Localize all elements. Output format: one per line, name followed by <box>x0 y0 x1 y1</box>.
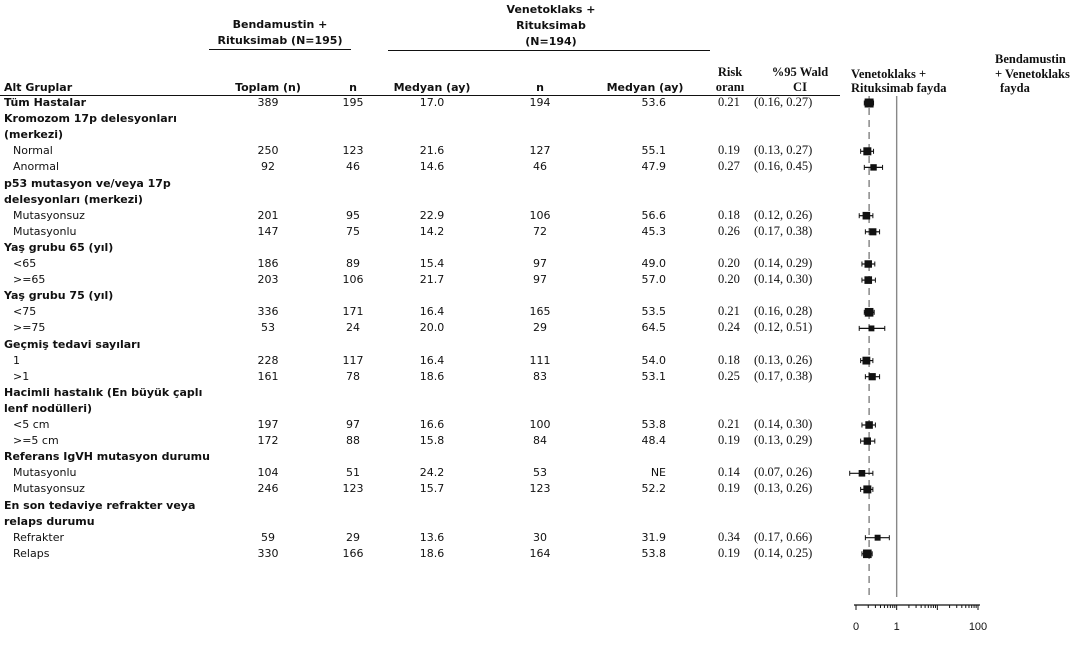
subgroup-label: Tüm Hastalar <box>4 96 87 109</box>
cell-n-bendamustin: 29 <box>346 530 360 544</box>
group2-header-line2: Rituksimab <box>516 19 586 32</box>
cell-hazard-ratio: 0.24 <box>718 320 740 335</box>
cell-hazard-ratio: 0.21 <box>718 304 740 319</box>
cell-confidence-interval: (0.16, 0.27) <box>754 95 813 109</box>
cell-median-bendamustin: 16.4 <box>419 305 445 319</box>
subgroup-heading: Geçmiş tedavi sayıları <box>4 337 141 351</box>
cell-n-venetoklaks: 97 <box>533 273 547 287</box>
hazard-ratio-point <box>864 276 872 284</box>
hazard-ratio-point <box>864 437 871 444</box>
cell-confidence-interval: (0.13, 0.26) <box>754 352 813 367</box>
cell-median-venetoklaks: 45.3 <box>641 224 666 238</box>
subgroup-heading: delesyonları (merkezi) <box>4 192 143 206</box>
cell-median-venetoklaks: 53.1 <box>641 369 666 383</box>
subgroup-heading: relaps durumu <box>4 514 95 528</box>
subgroup-label: >=5 cm <box>13 434 59 448</box>
cell-total: 203 <box>257 273 279 287</box>
col-header-ci-line2: CI <box>793 80 807 94</box>
cell-median-bendamustin: 14.2 <box>419 224 445 238</box>
cell-hazard-ratio: 0.14 <box>718 465 740 480</box>
cell-total: 197 <box>257 418 279 431</box>
subgroup-label: Mutasyonsuz <box>13 482 85 496</box>
cell-total: 92 <box>261 160 275 174</box>
cell-median-bendamustin: 16.4 <box>419 353 445 367</box>
cell-median-venetoklaks: 56.6 <box>641 208 666 222</box>
cell-hazard-ratio: 0.19 <box>718 481 740 496</box>
hazard-ratio-point <box>869 228 876 235</box>
subgroup-heading: (merkezi) <box>4 128 64 142</box>
subgroup-heading: Referans IgVH mutasyon durumu <box>4 450 210 464</box>
cell-hazard-ratio: 0.26 <box>718 223 740 238</box>
cell-n-bendamustin: 123 <box>342 482 364 496</box>
cell-median-venetoklaks: 49.0 <box>641 257 666 270</box>
cell-median-venetoklaks: 64.5 <box>641 321 666 335</box>
col-header-median2: Medyan (ay) <box>606 81 684 94</box>
hazard-ratio-point <box>863 147 871 155</box>
cell-median-venetoklaks: 47.9 <box>641 160 666 174</box>
cell-median-venetoklaks: 48.4 <box>641 434 666 448</box>
cell-median-venetoklaks: 53.8 <box>641 418 666 431</box>
col-header-hr-line1: Risk <box>717 65 743 79</box>
cell-confidence-interval: (0.14, 0.30) <box>754 417 813 431</box>
col-header-median1: Medyan (ay) <box>393 81 471 94</box>
cell-total: 389 <box>257 96 279 109</box>
subgroup-label: <5 cm <box>13 418 50 431</box>
subgroup-label: Relaps <box>13 546 50 560</box>
cell-n-bendamustin: 195 <box>342 96 364 109</box>
hazard-ratio-point <box>859 470 866 477</box>
cell-median-bendamustin: 21.7 <box>419 273 445 287</box>
cell-n-venetoklaks: 165 <box>529 305 551 319</box>
hazard-ratio-point <box>875 535 881 541</box>
cell-total: 246 <box>257 482 279 496</box>
subgroup-heading: En son tedaviye refrakter veya <box>4 498 196 512</box>
hazard-ratio-point <box>865 99 874 108</box>
cell-hazard-ratio: 0.34 <box>718 529 740 544</box>
subgroup-heading: lenf nodülleri) <box>4 401 92 415</box>
subgroup-heading: Hacimli hastalık (En büyük çaplı <box>4 385 203 399</box>
cell-median-bendamustin: 18.6 <box>419 369 445 383</box>
subgroup-label: Mutasyonlu <box>13 224 77 238</box>
cell-n-bendamustin: 166 <box>342 546 364 560</box>
cell-median-bendamustin: 24.2 <box>419 466 445 480</box>
cell-median-venetoklaks: 53.6 <box>641 96 666 109</box>
subgroup-label: Normal <box>13 144 53 158</box>
hazard-ratio-point <box>862 357 870 365</box>
cell-n-bendamustin: 117 <box>342 353 364 367</box>
cell-n-venetoklaks: 84 <box>533 434 547 448</box>
cell-median-venetoklaks: 54.0 <box>641 353 666 367</box>
cell-confidence-interval: (0.14, 0.30) <box>754 272 813 287</box>
cell-confidence-interval: (0.12, 0.26) <box>754 207 813 222</box>
cell-median-bendamustin: 22.9 <box>419 208 445 222</box>
cell-n-venetoklaks: 83 <box>533 369 547 383</box>
subgroup-label: Mutasyonsuz <box>13 208 85 222</box>
col-header-subgroups: Alt Gruplar <box>4 81 73 94</box>
cell-hazard-ratio: 0.18 <box>718 352 740 367</box>
cell-n-venetoklaks: 29 <box>533 321 547 335</box>
cell-median-venetoklaks: 53.5 <box>641 305 666 319</box>
cell-n-venetoklaks: 164 <box>529 546 551 560</box>
cell-confidence-interval: (0.17, 0.38) <box>754 368 813 383</box>
cell-confidence-interval: (0.17, 0.38) <box>754 223 813 238</box>
cell-total: 147 <box>257 224 279 238</box>
favor-left-line1: Venetoklaks + <box>851 67 927 81</box>
cell-median-bendamustin: 14.6 <box>419 160 445 174</box>
subgroup-heading: Kromozom 17p delesyonları <box>4 112 177 126</box>
cell-total: 336 <box>257 305 279 319</box>
cell-n-bendamustin: 171 <box>342 305 364 319</box>
cell-n-bendamustin: 46 <box>346 160 360 174</box>
favor-right-line3: fayda <box>1000 81 1030 95</box>
cell-total: 104 <box>257 466 279 480</box>
cell-n-venetoklaks: 194 <box>529 96 551 109</box>
cell-n-bendamustin: 51 <box>346 466 360 480</box>
cell-n-bendamustin: 75 <box>346 224 360 238</box>
cell-confidence-interval: (0.14, 0.25) <box>754 545 813 560</box>
hazard-ratio-point <box>869 325 875 331</box>
group1-header-line2: Rituksimab (N=195) <box>217 34 343 47</box>
favor-left-line2: Rituksimab fayda <box>851 81 947 95</box>
cell-confidence-interval: (0.13, 0.26) <box>754 481 813 496</box>
cell-confidence-interval: (0.16, 0.45) <box>754 159 813 174</box>
cell-total: 59 <box>261 530 275 544</box>
cell-n-bendamustin: 123 <box>342 144 364 158</box>
cell-total: 250 <box>257 144 279 158</box>
cell-n-venetoklaks: 30 <box>533 530 547 544</box>
cell-hazard-ratio: 0.18 <box>718 207 740 222</box>
cell-n-venetoklaks: 100 <box>529 418 551 431</box>
cell-n-bendamustin: 106 <box>342 273 364 287</box>
cell-median-venetoklaks: 55.1 <box>641 144 666 158</box>
cell-confidence-interval: (0.13, 0.29) <box>754 433 813 448</box>
cell-median-bendamustin: 16.6 <box>419 418 445 431</box>
x-axis-tick-label: 100 <box>968 621 988 633</box>
cell-confidence-interval: (0.13, 0.27) <box>754 143 813 158</box>
hazard-ratio-point <box>863 549 872 558</box>
cell-total: 228 <box>257 353 279 367</box>
cell-total: 201 <box>257 208 279 222</box>
subgroup-label: >=75 <box>13 321 46 335</box>
cell-hazard-ratio: 0.20 <box>718 256 740 270</box>
cell-median-bendamustin: 18.6 <box>419 546 445 560</box>
subgroup-heading: p53 mutasyon ve/veya 17p <box>4 176 171 190</box>
cell-median-venetoklaks: NE <box>650 466 666 480</box>
cell-total: 330 <box>257 546 279 560</box>
group1-header-line1: Bendamustin + <box>232 18 328 31</box>
col-header-hr-line2: oranı <box>715 80 745 94</box>
cell-median-bendamustin: 21.6 <box>419 144 445 158</box>
cell-n-bendamustin: 78 <box>346 369 360 383</box>
cell-n-bendamustin: 97 <box>346 418 360 431</box>
cell-n-venetoklaks: 97 <box>533 257 547 270</box>
col-header-n2: n <box>536 81 544 94</box>
cell-hazard-ratio: 0.21 <box>718 417 740 431</box>
cell-median-bendamustin: 15.8 <box>419 434 445 448</box>
subgroup-label: Refrakter <box>13 530 65 544</box>
x-axis-tick-label: 1 <box>893 621 900 633</box>
subgroup-label: >1 <box>13 369 30 383</box>
cell-total: 53 <box>261 321 275 335</box>
cell-median-venetoklaks: 52.2 <box>641 482 666 496</box>
col-header-total: Toplam (n) <box>235 81 301 94</box>
cell-n-venetoklaks: 127 <box>529 144 551 158</box>
cell-n-venetoklaks: 106 <box>529 208 551 222</box>
subgroup-label: >=65 <box>13 273 46 287</box>
cell-median-bendamustin: 20.0 <box>419 321 445 335</box>
cell-confidence-interval: (0.17, 0.66) <box>754 529 813 544</box>
favor-right-line2: + Venetoklaks <box>995 67 1070 81</box>
hazard-ratio-point <box>865 308 874 317</box>
cell-hazard-ratio: 0.27 <box>718 159 740 174</box>
cell-hazard-ratio: 0.19 <box>718 143 740 158</box>
subgroup-label: <75 <box>13 305 37 319</box>
subgroup-heading: Yaş grubu 75 (yıl) <box>4 289 114 303</box>
x-axis-tick-label: 0 <box>852 621 860 633</box>
cell-hazard-ratio: 0.19 <box>718 545 740 560</box>
cell-hazard-ratio: 0.20 <box>718 272 740 287</box>
cell-median-venetoklaks: 31.9 <box>641 530 666 544</box>
hazard-ratio-point <box>863 212 871 220</box>
cell-median-bendamustin: 17.0 <box>419 96 445 109</box>
cell-total: 172 <box>257 434 279 448</box>
group2-header-line3: (N=194) <box>525 35 577 48</box>
cell-hazard-ratio: 0.25 <box>718 368 740 383</box>
col-header-ci-line1: %95 Wald <box>771 65 829 79</box>
cell-n-venetoklaks: 72 <box>533 224 547 238</box>
cell-n-bendamustin: 88 <box>346 434 360 448</box>
cell-confidence-interval: (0.16, 0.28) <box>754 304 813 319</box>
group2-header-line1: Venetoklaks + <box>506 3 596 16</box>
hazard-ratio-point <box>869 373 876 380</box>
cell-n-bendamustin: 89 <box>346 257 360 270</box>
cell-n-venetoklaks: 46 <box>533 160 547 174</box>
cell-confidence-interval: (0.14, 0.29) <box>754 256 813 270</box>
hazard-ratio-point <box>865 421 873 429</box>
cell-n-venetoklaks: 111 <box>529 353 551 367</box>
cell-n-bendamustin: 24 <box>346 321 360 335</box>
hazard-ratio-point <box>863 485 871 493</box>
subgroup-label: 1 <box>13 353 20 367</box>
cell-median-bendamustin: 15.4 <box>419 257 445 270</box>
cell-confidence-interval: (0.07, 0.26) <box>754 465 813 480</box>
cell-hazard-ratio: 0.19 <box>718 433 740 448</box>
cell-n-bendamustin: 95 <box>346 208 360 222</box>
subgroup-label: <65 <box>13 257 37 270</box>
cell-total: 161 <box>257 369 279 383</box>
hazard-ratio-point <box>865 260 872 267</box>
cell-confidence-interval: (0.12, 0.51) <box>754 320 813 335</box>
cell-n-venetoklaks: 123 <box>529 482 551 496</box>
cell-n-venetoklaks: 53 <box>533 466 547 480</box>
hazard-ratio-point <box>870 164 876 170</box>
subgroup-label: Mutasyonlu <box>13 466 77 480</box>
cell-median-venetoklaks: 53.8 <box>641 546 666 560</box>
cell-median-bendamustin: 13.6 <box>419 530 445 544</box>
favor-right-line1: Bendamustin <box>995 52 1066 66</box>
cell-hazard-ratio: 0.21 <box>718 95 740 109</box>
cell-median-bendamustin: 15.7 <box>419 482 445 496</box>
col-header-n1: n <box>349 81 357 94</box>
cell-median-venetoklaks: 57.0 <box>641 273 666 287</box>
subgroup-label: Anormal <box>13 160 60 174</box>
cell-total: 186 <box>257 257 279 270</box>
subgroup-heading: Yaş grubu 65 (yıl) <box>4 240 114 254</box>
